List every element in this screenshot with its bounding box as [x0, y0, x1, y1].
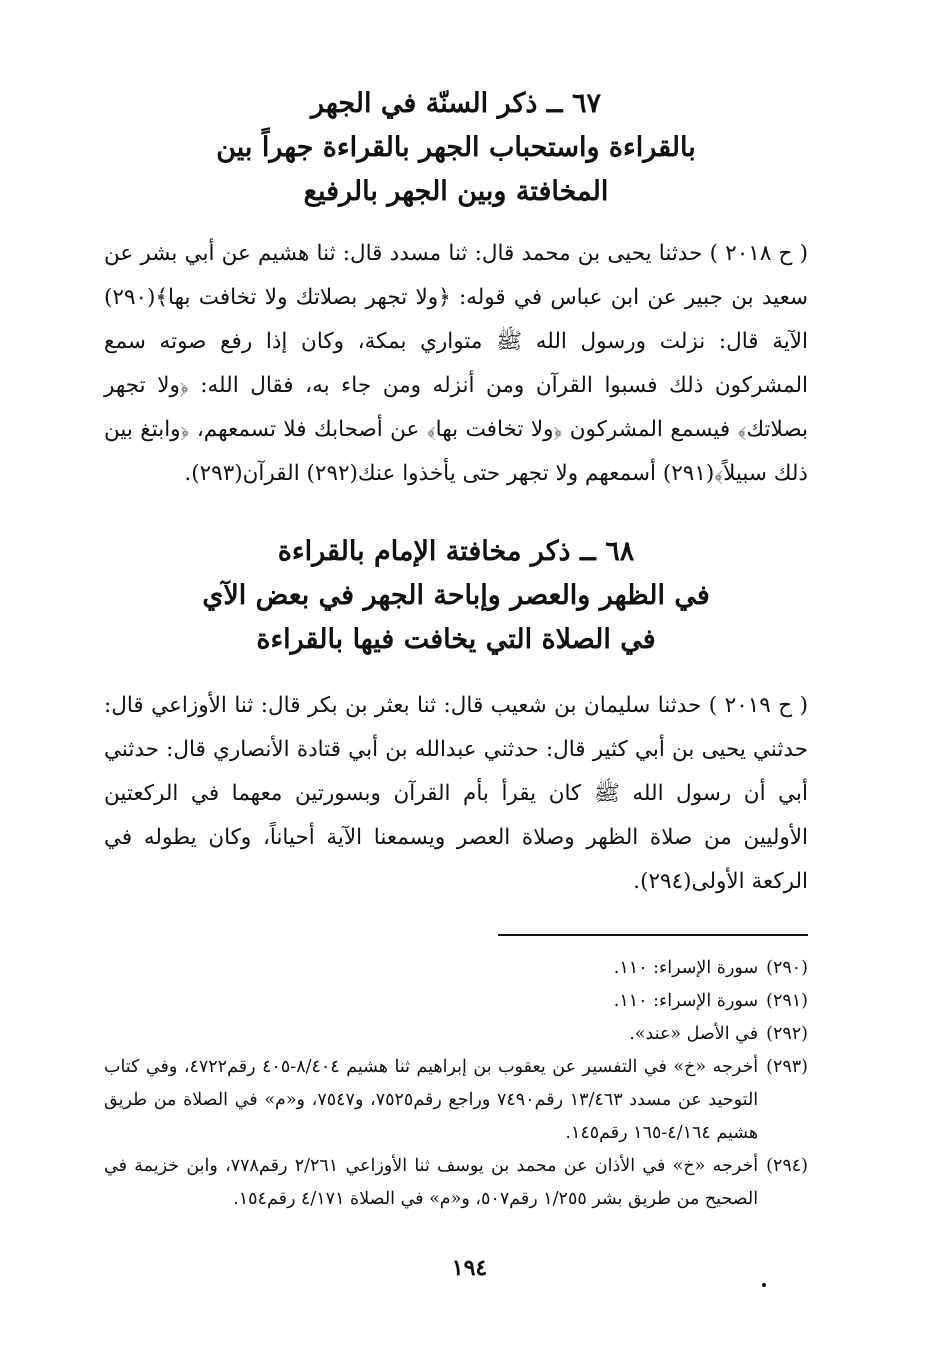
footnote-divider	[498, 934, 808, 936]
footnote-item	[104, 952, 808, 985]
heading-line: ٦٨ ــ ذكر مخافتة الإمام بالقراءة	[277, 536, 635, 567]
footnote-text: سورة الإسراء: ١١٠.	[613, 991, 759, 1011]
hadith-2019-text: ( ح ٢٠١٩ ) حدثنا سليمان بن شعيب قال: ثنا بعثر بن بكر قال: ثنا الأوزاعي قال: حدثني يحيى بن أبي كثير قال: حدثني عبدالله بن أبي قتادة الأنصاري قال: حدثني أبي أن رسول الله ﷺ كان يقرأ بأم القرآن وبسورتين معهما في الركعتين الأوليين من صلاة الظهر وصلاة العصر ويسمعنا الآية أحياناً، وكان يطوله في الركعة الأولى(٢٩٤).	[104, 693, 809, 894]
section-68-heading	[104, 530, 808, 662]
footnote-item	[104, 1051, 808, 1150]
footnote-number: (٢٩١)	[766, 991, 808, 1011]
footnote-text: سورة الإسراء: ١١٠.	[613, 958, 759, 978]
footnote-item	[104, 1018, 808, 1051]
footnote-number: (٢٩٣)	[766, 1057, 808, 1077]
section-67-heading	[104, 82, 808, 214]
footnotes	[104, 952, 808, 1216]
footnote-item	[104, 985, 808, 1018]
footnote-text: أخرجه «خ» في الأذان عن محمد بن يوسف ثنا الأوزاعي ٢/٢٦١ رقم٧٧٨، وابن خزيمة في الصحيح من طريق بشر ١/٢٥٥ رقم٥٠٧، و«م» في الصلاة ٤/١٧١ رقم١٥٤.	[104, 1156, 759, 1209]
footnote-number: (٢٩٠)	[766, 958, 808, 978]
footnote-number: (٢٩٢)	[766, 1024, 808, 1044]
footnote-number: (٢٩٤)	[766, 1156, 808, 1176]
footnote-text: أخرجه «خ» في التفسير عن يعقوب بن إبراهيم ثنا هشيم ٨/٤٠٤-٤٠٥ رقم٤٧٢٢، وفي كتاب التوحيد عن مسدد ١٣/٤٦٣ رقم٧٤٩٠ وراجع رقم٧٥٢٥، و٧٥٤٧، و«م» في الصلاة من طريق هشيم ٤/١٦٤-١٦٥ رقم١٤٥.	[104, 1057, 759, 1143]
footnote-item	[104, 1150, 808, 1216]
heading-line: المخافتة وبين الجهر بالرفيع	[303, 176, 609, 207]
heading-line: في الظهر والعصر وإباحة الجهر في بعض الآي	[202, 580, 710, 611]
stray-mark	[762, 1283, 766, 1287]
page-number: ١٩٤	[451, 1255, 488, 1281]
hadith-2018-text: ( ح ٢٠١٨ ) حدثنا يحيى بن محمد قال: ثنا مسدد قال: ثنا هشيم عن أبي بشر عن سعيد بن جبير عن ابن عباس في قوله: ﴿ولا تجهر بصلاتك ولا تخافت بها﴾(٢٩٠) الآية قال: نزلت ورسول الله ﷺ متواري بمكة، وكان إذا رفع صوته سمع المشركون ذلك فسبوا القرآن ومن أنزله ومن جاء به، فقال الله: ﴿ولا تجهر بصلاتك﴾ فيسمع المشركون ﴿ولا تخافت بها﴾ عن أصحابك فلا تسمعهم، ﴿وابتغ بين ذلك سبيلاً﴾(٢٩١) أسمعهم ولا تجهر حتى يأخذوا عنك(٢٩٢) القرآن(٢٩٣).	[104, 241, 809, 486]
heading-line: بالقراءة واستحباب الجهر بالقراءة جهراً بين	[216, 132, 696, 163]
footnote-text: في الأصل «عند».	[629, 1024, 759, 1044]
heading-line: في الصلاة التي يخافت فيها بالقراءة	[256, 624, 656, 655]
page-content	[104, 82, 808, 1216]
heading-line: ٦٧ ــ ذكر السنّة في الجهر	[311, 88, 601, 119]
